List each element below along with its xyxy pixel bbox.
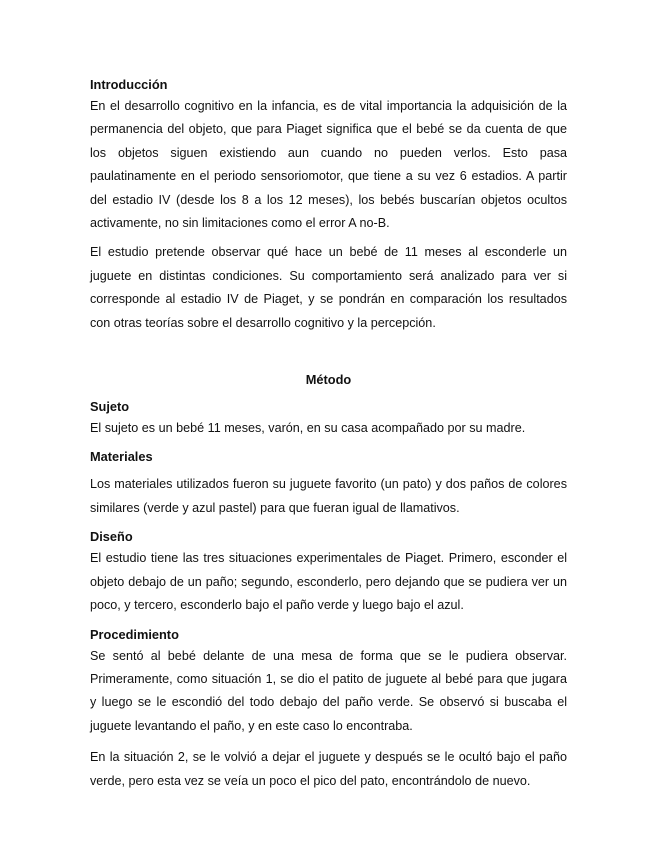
intro-paragraph-1: En el desarrollo cognitivo en la infancia, es de vital importancia la adquisición de la permanencia del objeto, que para Piaget significa que el bebé se da cuenta de que los objetos siguen existiendo aun cuando no pueden verlos. Esto pasa paulatinamente en el periodo sensoriomotor, que tiene a su vez 6 estadios. A partir del estadio IV (desde los 8 a los 12 meses), los bebés buscarían objetos ocultos activamente, no sin limitaciones como el error A no-B. (90, 99, 567, 231)
materials-heading: Materiales (90, 449, 153, 465)
intro-heading: Introducción (90, 77, 168, 92)
document-content (90, 74, 567, 793)
procedure-paragraph-1: Se sentó al bebé delante de una mesa de forma que se le pudiera observar. Primeramente, como situación 1, se dio el patito de juguete al bebé para que jugara y luego se le escondió del todo debajo del paño verde. Se observó si buscaba el juguete levantando el paño, y en este caso lo encontraba. (90, 648, 567, 733)
subject-text: El sujeto es un bebé 11 meses, varón, en su casa acompañado por su madre. (90, 421, 526, 436)
procedure-paragraph-2: En la situación 2, se le volvió a dejar el juguete y después se le ocultó bajo el paño verde, pero esta vez se veía un poco el pico del pato, encontrándolo de nuevo. (90, 750, 567, 788)
procedure-heading: Procedimiento (90, 626, 179, 642)
design-heading: Diseño (90, 529, 133, 545)
method-heading: Método (305, 372, 352, 388)
subject-heading: Sujeto (90, 399, 130, 415)
intro-paragraph-2: El estudio pretende observar qué hace un bebé de 11 meses al esconderle un juguete en distintas condiciones. Su comportamiento será analizado para ver si corresponde al estadio IV de Piaget, y se pondrán en comparación los resultados con otras teorías sobre el desarrollo cognitivo y la percepción. (90, 245, 567, 330)
design-text: El estudio tiene las tres situaciones experimentales de Piaget. Primero, esconder el objeto debajo de un paño; segundo, esconderlo, pero dejando que se pudiera ver un poco, y tercero, esconderlo bajo el paño verde y luego bajo el azul. (90, 551, 567, 613)
materials-text: Los materiales utilizados fueron su juguete favorito (un pato) y dos paños de colores similares (verde y azul pastel) para que fueran igual de llamativos. (90, 477, 567, 515)
